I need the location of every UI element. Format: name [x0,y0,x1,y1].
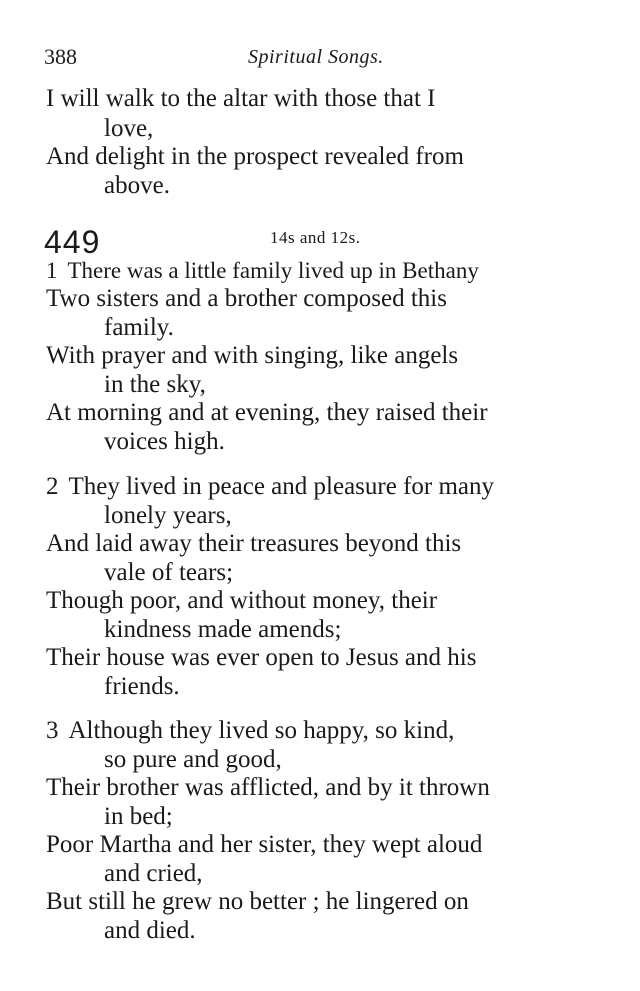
stanza-line: so pure and good, [104,746,282,773]
carryover-line: above. [104,172,170,199]
stanza-line: Two sisters and a brother composed this [46,285,447,312]
page-header [44,44,600,74]
hymn-meter: 14s and 12s. [270,228,361,247]
stanza-number: 3 [46,717,59,744]
stanza-text: They lived in peace and pleasure for many [68,473,495,500]
stanza-line: But still he grew no better ; he lingered on [46,888,469,915]
stanza-line: Poor Martha and her sister, they wept aloud [46,831,483,858]
stanza-line: And laid away their treasures beyond this [46,530,462,557]
stanza-line: Their house was ever open to Jesus and his [46,644,477,671]
hymn-number: 449 [44,224,101,260]
page-number: 388 [44,44,77,69]
stanza-line: lonely years, [104,502,232,529]
stanza-number: 1 [46,258,58,283]
stanza-number: 2 [46,473,59,500]
running-head: Spiritual Songs. [248,46,384,68]
stanza-text: There was a little family lived up in Bethany [67,258,479,283]
stanza-line: and cried, [104,860,203,887]
stanza-line: in the sky, [104,371,206,398]
stanza-line: friends. [104,673,180,700]
stanza-line: At morning and at evening, they raised their [46,399,488,426]
stanza-text: Although they lived so happy, so kind, [68,717,455,744]
stanza-line: vale of tears; [104,559,234,586]
stanza-line [46,472,494,502]
carryover-line: love, [104,115,154,142]
carryover-line: I will walk to the altar with those that I [46,85,436,112]
stanza-line [46,716,454,746]
stanza-line: in bed; [104,803,173,830]
stanza-line: Though poor, and without money, their [46,587,438,614]
stanza-line: voices high. [104,428,225,455]
stanza-line: kindness made amends; [104,616,342,643]
stanza-line: family. [104,314,174,341]
stanza-line [46,256,479,286]
carryover-line: And delight in the prospect revealed from [46,143,464,170]
stanza-line: Their brother was afflicted, and by it thrown [46,774,490,801]
stanza-line: and died. [104,917,196,944]
stanza-line: With prayer and with singing, like angels [46,342,459,369]
